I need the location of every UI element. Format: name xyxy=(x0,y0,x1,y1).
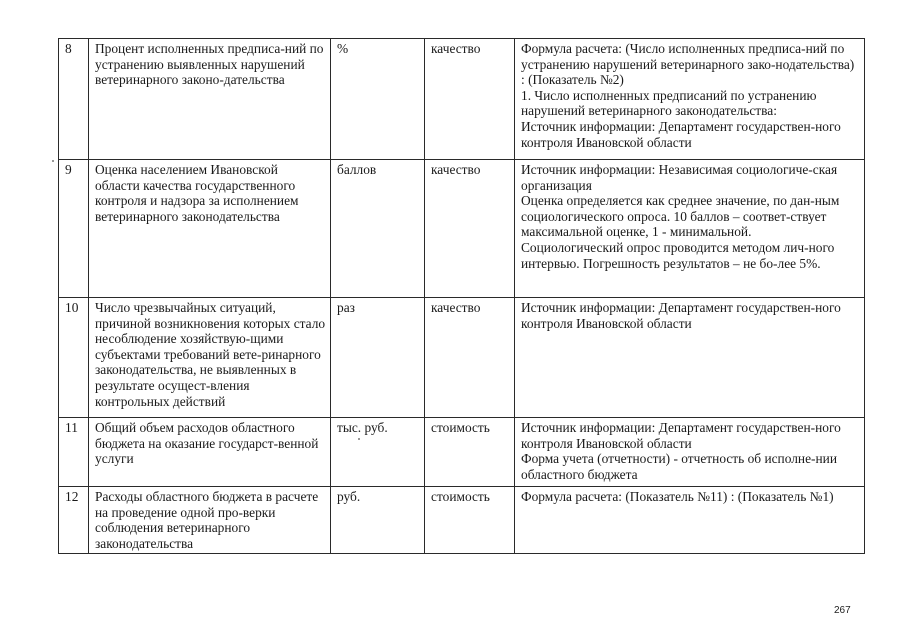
table-row xyxy=(59,487,865,554)
indicator-type: стоимость xyxy=(425,487,515,554)
description-paragraph: Формула расчета: (Число исполненных предписа-ний по устранению нарушений ветеринарного зако-нодательства) : (Показатель №2) xyxy=(521,41,855,88)
description-paragraph: Источник информации: Департамент государствен-ного контроля Ивановской области xyxy=(521,300,841,331)
description-paragraph: Источник информации: Независимая социологиче-ская организация xyxy=(521,162,838,193)
indicator-unit: баллов xyxy=(331,160,425,298)
description-paragraph: Форма учета (отчетности) - отчетность об исполне-нии областного бюджета xyxy=(521,451,837,482)
indicator-description xyxy=(515,418,865,487)
indicator-name: Число чрезвычайных ситуаций, причиной возникновения которых стало несоблюдение хозяйствую-щими субъектами требований вете-ринарного законодательства, не выявленных в результате осущест-вления контрольных действий xyxy=(89,298,331,418)
description-paragraph: 1. Число исполненных предписаний по устранению нарушений ветеринарного законодательства: xyxy=(521,87,817,119)
indicator-type: качество xyxy=(425,160,515,298)
row-number: 8 xyxy=(59,39,89,160)
row-number: 10 xyxy=(59,298,89,418)
indicator-description xyxy=(515,298,865,418)
scan-speck xyxy=(358,438,360,440)
description-paragraph: Оценка определяется как среднее значение, по дан-ным социологического опроса. 10 баллов – соответ-ствует максимальной оценке, 1 - минимальной. xyxy=(521,193,840,240)
indicator-description xyxy=(515,487,865,554)
table-row xyxy=(59,418,865,487)
description-paragraph: Источник информации: Департамент государствен-ного контроля Ивановской области xyxy=(521,118,841,150)
indicator-name: Процент исполненных предписа-ний по устранению выявленных нарушений ветеринарного законо-дательства xyxy=(89,39,331,160)
indicator-type: качество xyxy=(425,39,515,160)
page-number: 267 xyxy=(834,605,851,616)
row-number: 11 xyxy=(59,418,89,487)
indicator-type: качество xyxy=(425,298,515,418)
indicator-description xyxy=(515,39,865,160)
indicator-description xyxy=(515,160,865,298)
description-paragraph: Источник информации: Департамент государствен-ного контроля Ивановской области xyxy=(521,420,841,451)
indicator-type: стоимость xyxy=(425,418,515,487)
indicator-name: Общий объем расходов областного бюджета на оказание государст-венной услуги xyxy=(89,418,331,487)
indicators-table xyxy=(58,38,865,554)
indicator-unit: раз xyxy=(331,298,425,418)
scan-speck xyxy=(52,160,54,162)
indicator-name: Расходы областного бюджета в расчете на проведение одной про-верки соблюдения ветеринарного законодательства xyxy=(89,487,331,554)
indicator-unit: % xyxy=(331,39,425,160)
description-paragraph: Формула расчета: (Показатель №11) : (Показатель №1) xyxy=(521,489,834,504)
indicator-unit: руб. xyxy=(331,487,425,554)
table-row xyxy=(59,160,865,298)
indicator-unit: тыс. руб. xyxy=(331,418,425,487)
indicator-name: Оценка населением Ивановской области качества государственного контроля и надзора за исполнением ветеринарного законодательства xyxy=(89,160,331,298)
description-paragraph: Социологический опрос проводится методом лич-ного интервью. Погрешность результатов – не бо-лее 5%. xyxy=(521,239,835,271)
table-row xyxy=(59,39,865,160)
row-number: 12 xyxy=(59,487,89,554)
table-row xyxy=(59,298,865,418)
row-number: 9 xyxy=(59,160,89,298)
